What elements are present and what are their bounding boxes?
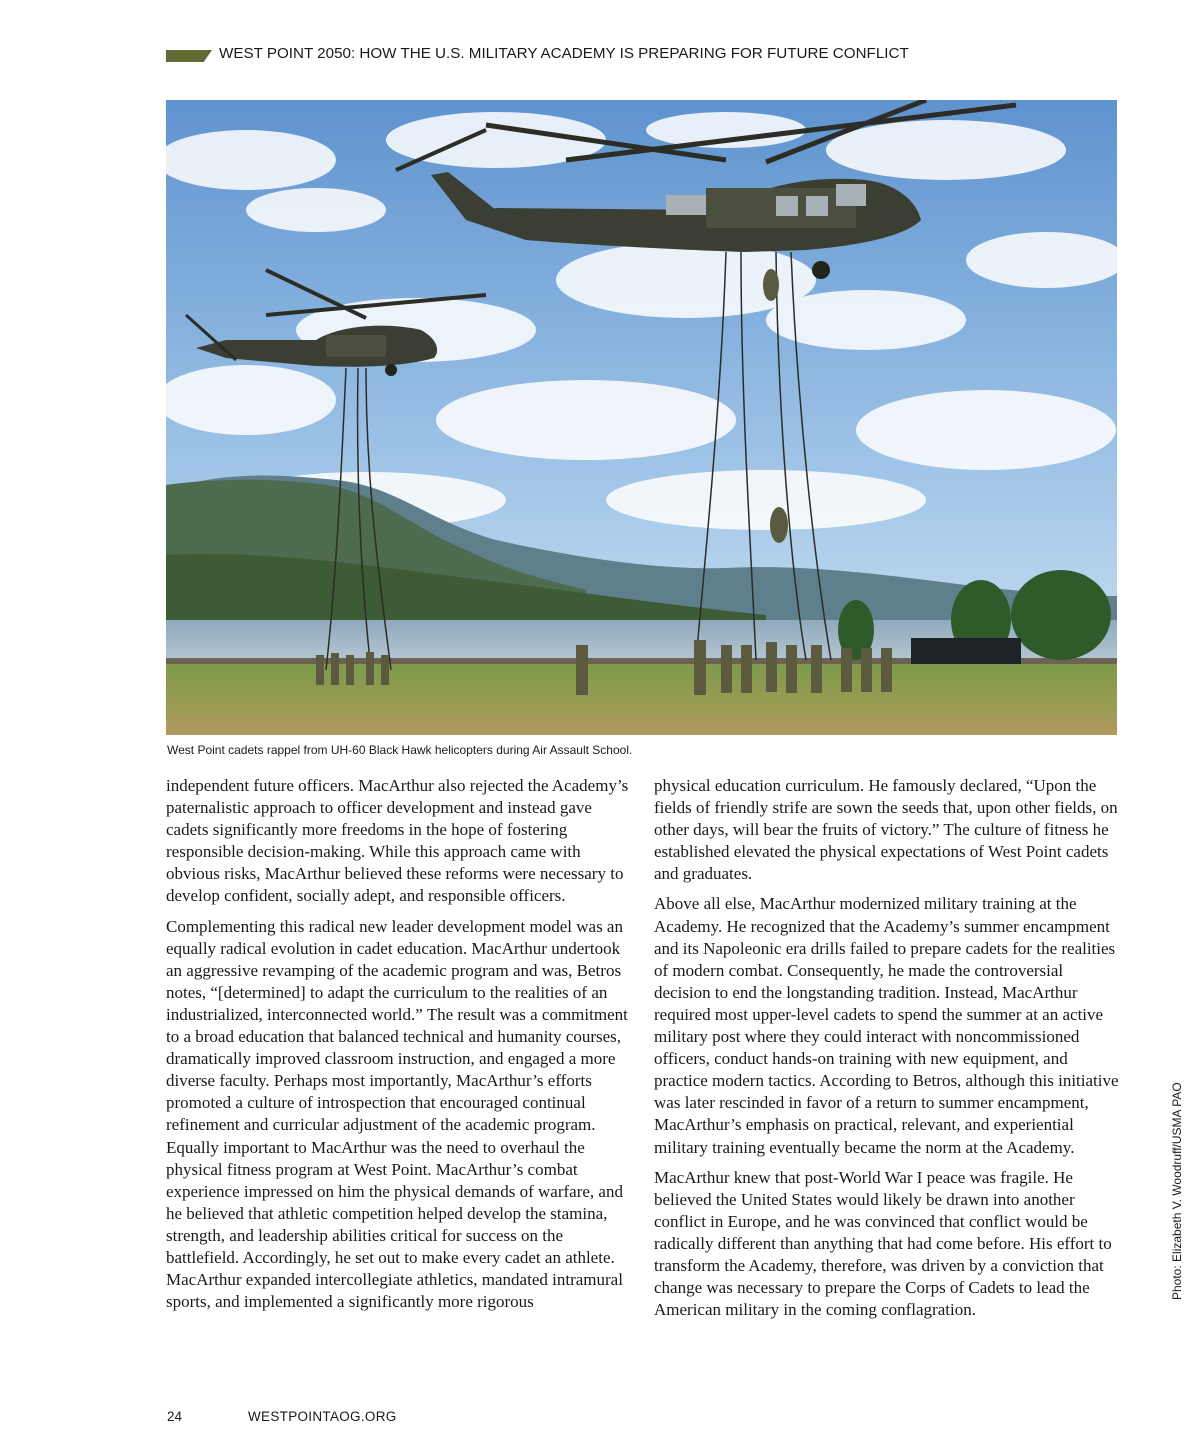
helicopter-rappel-photo — [166, 100, 1117, 735]
header-title: WEST POINT 2050: HOW THE U.S. MILITARY ACADEMY IS PREPARING FOR FUTURE CONFLICT — [219, 45, 909, 62]
running-header — [166, 44, 1126, 68]
photo-caption: West Point cadets rappel from UH-60 Black Hawk helicopters during Air Assault School. — [167, 743, 633, 757]
page-number: 24 — [167, 1409, 183, 1424]
article-column-left — [166, 775, 636, 1321]
paragraph: Above all else, MacArthur modernized military training at the Academy. He recognized that the Academy’s summer encampment and its Napoleonic era drills failed to prepare cadets for the realities of modern combat. Consequently, he made the controversial decision to end the longstanding tradition. Instead, MacArthur required most upper-level cadets to spend the summer at an active military post where they could interact with noncommissioned officers, conduct hands-on training with new equipment, and practice modern tactics. According to Betros, although this initiative was later rescinded in favor of a return to summer encampment, MacArthur’s emphasis on practical, relevant, and experiential military training eventually became the norm at the Academy. — [654, 894, 1119, 1157]
article-column-right — [654, 775, 1124, 1329]
paragraph: MacArthur knew that post-World War I peace was fragile. He believed the United States would likely be drawn into another conflict in Europe, and he was convinced that conflict would be radically different than anything that had come before. His effort to transform the Academy, therefore, was driven by a conviction that change was necessary to prepare the Corps of Cadets to lead the American military in the coming conflagration. — [654, 1167, 1112, 1320]
paragraph: Complementing this radical new leader development model was an equally radical evolution in cadet education. MacArthur undertook an aggressive revamping of the academic program and was, Betros notes, “[determined] to adapt the curriculum to the realities of an industrialized, interconnected world.” The result was a commitment to a broad education that balanced technical and humanity courses, dramatically improved classroom instruction, and engaged a more diverse faculty. Perhaps most importantly, MacArthur’s efforts promoted a culture of introspection that encouraged continual refinement and curricular adjustment of the academic program. Equally important to MacArthur was the need to overhaul the physical fitness program at West Point. MacArthur’s combat experience impressed on him the physical demands of warfare, and he believed that athletic competition helped develop the stamina, strength, and leadership abilities critical for success on the battlefield. Accordingly, he set out to make every cadet an athlete. MacArthur expanded intercollegiate athletics, mandated intramural sports, and implemented a significantly more rigorous — [166, 916, 628, 1312]
footer-website: WESTPOINTAOG.ORG — [248, 1409, 397, 1424]
photo-credit — [1170, 1082, 1190, 1320]
paragraph: physical education curriculum. He famously declared, “Upon the fields of friendly strife are sown the seeds that, upon other fields, on other days, will bear the fruits of victory.” The culture of fitness he established elevated the physical expectations of West Point cadets and graduates. — [654, 776, 1118, 884]
paragraph: independent future officers. MacArthur also rejected the Academy’s paternalistic approach to officer development and instead gave cadets significantly more freedoms in the hope of fostering responsible decision-making. While this approach came with obvious risks, MacArthur believed these reforms were necessary to develop confident, socially adept, and responsible officers. — [166, 776, 629, 906]
photo-credit-text: Photo: Elizabeth V. Woodruff/USMA PAO — [1170, 1082, 1184, 1300]
header-accent-bar — [166, 50, 212, 62]
